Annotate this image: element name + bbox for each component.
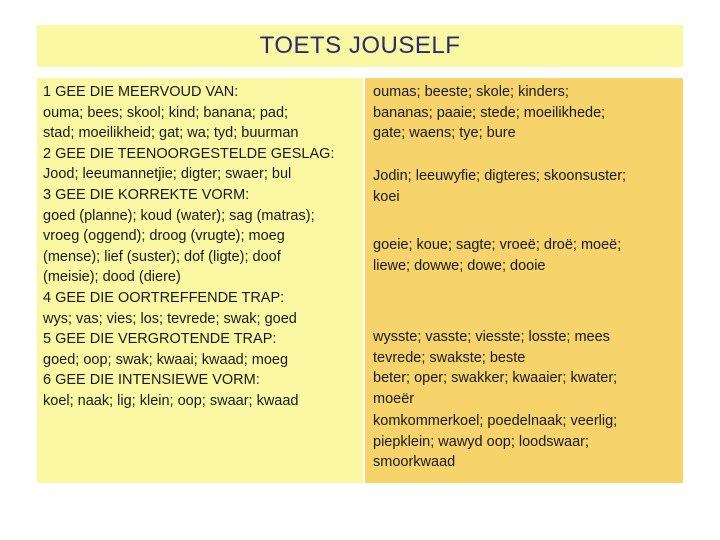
answers-panel: [365, 78, 683, 483]
answer-line: koei: [373, 188, 400, 205]
answer-line: tevrede; swakste; beste: [373, 349, 526, 366]
answer-block-1: [373, 82, 605, 144]
answer-line: smoorkwaad: [373, 454, 456, 471]
question-line: goed; oop; swak; kwaai; kwaad; moeg: [43, 351, 289, 368]
question-line: (meisie); dood (diere): [43, 269, 181, 286]
answer-line: piepklein; wawyd oop; loodswaar;: [373, 433, 590, 450]
question-line: 1 GEE DIE MEERVOUD VAN:: [43, 84, 239, 100]
answer-line: bananas; paaie; stede; moeilikhede;: [373, 104, 606, 121]
question-line: 2 GEE DIE TEENOORGESTELDE GESLAG:: [43, 145, 335, 162]
answer-line: goeie; koue; sagte; vroeë; droë; moeë;: [373, 237, 622, 253]
question-line: vroeg (oggend); droog (vrugte); moeg: [43, 228, 285, 245]
question-line: (mense); lief (suster); dof (ligte); doof: [43, 248, 281, 265]
question-line: ouma; bees; skool; kind; banana; pad;: [43, 104, 289, 121]
answer-line: beter; oper; swakker; kwaaier; kwater;: [373, 370, 618, 386]
answer-line: komkommerkoel; poedelnaak; veerlig;: [373, 413, 618, 429]
answer-block-3: [373, 235, 621, 276]
answer-line: oumas; beeste; skole; kinders;: [373, 84, 569, 100]
answer-line: moeër: [373, 390, 415, 407]
question-line: koel; naak; lig; klein; oop; swaar; kwaad: [43, 392, 299, 409]
answer-block-5: [373, 368, 617, 409]
answer-line: wysste; vasste; viesste; losste; mees: [373, 329, 610, 345]
questions-panel: [37, 78, 363, 483]
question-line: wys; vas; vies; los; tevrede; swak; goed: [43, 310, 297, 327]
answer-line: gate; waens; tye; bure: [373, 125, 516, 142]
question-line: Jood; leeumannetjie; digter; swaer; bul: [43, 166, 292, 183]
question-line: 5 GEE DIE VERGROTENDE TRAP:: [43, 331, 277, 348]
question-line: stad; moeilikheid; gat; wa; tyd; buurman: [43, 125, 299, 142]
question-line: goed (planne); koud (water); sag (matras);: [43, 207, 315, 224]
answer-line: liewe; dowwe; dowe; dooie: [373, 257, 546, 274]
page-title: TOETS JOUSELF: [259, 32, 461, 59]
question-line: 3 GEE DIE KORREKTE VORM:: [43, 186, 250, 203]
answer-block-2: [373, 166, 626, 207]
answer-block-4: [373, 327, 610, 368]
question-line: 6 GEE DIE INTENSIEWE VORM:: [43, 372, 260, 389]
answer-line: Jodin; leeuwyfie; digteres; skoonsuster;: [373, 168, 627, 184]
title-banner: [37, 25, 683, 67]
answer-block-6: [373, 411, 617, 473]
question-line: 4 GEE DIE OORTREFFENDE TRAP:: [43, 289, 285, 306]
